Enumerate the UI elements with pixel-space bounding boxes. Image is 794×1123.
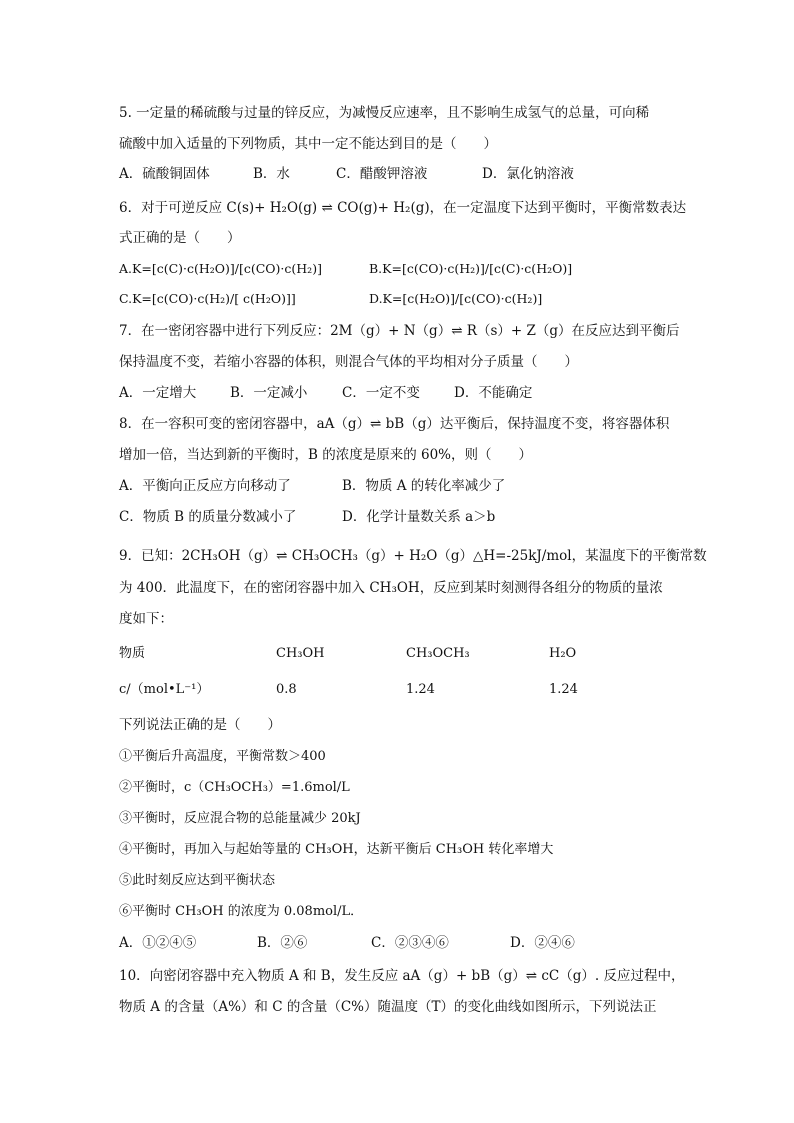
q7-option-d: D．不能确定	[454, 385, 533, 401]
q10-stem-line1: 10．向密闭容器中充入物质 A 和 B，发生反应 aA（g）+ bB（g）⇌ cC（g）. 反应过程中，	[119, 968, 685, 984]
q6-stem-line2: 式正确的是（ ）	[119, 230, 241, 246]
q9-stem-line2: 为 400．此温度下，在的密闭容器中加入 CH₃OH，反应到某时刻测得各组分的物质的量浓	[119, 580, 663, 596]
q9-statement: ①平衡后升高温度，平衡常数＞400	[119, 749, 326, 764]
q9-statement: ⑥平衡时 CH₃OH 的浓度为 0.08mol/L．	[119, 904, 364, 919]
q8-stem-line1: 8．在一容积可变的密闭容器中，aA（g）⇌ bB（g）达平衡后，保持温度不变，将容器体积	[119, 416, 670, 432]
q9-stem-line3: 度如下：	[119, 611, 173, 627]
table-cell: 0.8	[276, 682, 297, 697]
q6-stem-line1: 6．对于可逆反应 C(s)+ H₂O(g) ⇌ CO(g)+ H₂(g)，在一定温度下达到平衡时，平衡常数表达	[119, 200, 687, 216]
q9-statement: ②平衡时，c（CH₃OCH₃）=1.6mol/L	[119, 780, 350, 795]
table-header-cell: CH₃OH	[276, 646, 325, 661]
q9-option-a: A．①②④⑤	[119, 935, 197, 951]
q9-option-b: B．②⑥	[257, 935, 308, 951]
q5-stem-line2: 硫酸中加入适量的下列物质，其中一定不能达到目的是（ ）	[119, 136, 497, 152]
q5-stem-line1: 5. 一定量的稀硫酸与过量的锌反应，为减慢反应速率，且不影响生成氢气的总量，可向稀	[119, 105, 650, 121]
q7-option-c: C．一定不变	[342, 385, 420, 401]
q8-option-c: C．物质 B 的质量分数减小了	[119, 509, 297, 525]
q7-stem-line1: 7．在一密闭容器中进行下列反应：2M（g）+ N（g）⇌ R（s）+ Z（g）在反应达到平衡后	[119, 323, 680, 339]
q7-option-a: A．一定增大	[119, 385, 197, 401]
q9-option-c: C．②③④⑥	[371, 935, 449, 951]
table-cell: c/（mol•L⁻¹）	[119, 682, 210, 697]
q7-stem-line2: 保持温度不变，若缩小容器的体积，则混合气体的平均相对分子质量（ ）	[119, 354, 578, 370]
table-cell: 1.24	[549, 682, 578, 697]
table-header-cell: 物质	[119, 646, 146, 661]
q6-option-c: C.K=[c(CO)·c(H₂)/[ c(H₂O)]]	[119, 291, 296, 306]
table-header-cell: H₂O	[549, 646, 577, 661]
q9-prompt: 下列说法正确的是（ ）	[119, 717, 281, 733]
q9-option-d: D．②④⑥	[510, 935, 575, 951]
q5-option-c: C．醋酸钾溶液	[336, 166, 428, 182]
q9-statement: ③平衡时，反应混合物的总能量减少 20kJ	[119, 811, 361, 826]
q6-option-a: A.K=[c(C)·c(H₂O)]/[c(CO)·c(H₂)]	[119, 261, 322, 276]
q7-option-b: B．一定减小	[230, 385, 308, 401]
q6-option-b: B.K=[c(CO)·c(H₂)]/[c(C)·c(H₂O)]	[369, 261, 573, 276]
q5-option-d: D．氯化钠溶液	[482, 166, 574, 182]
q5-option-b: B．水	[253, 166, 290, 182]
q8-stem-line2: 增加一倍，当达到新的平衡时，B 的浓度是原来的 60%，则（ ）	[119, 447, 533, 463]
q6-option-d: D.K=[c(H₂O)]/[c(CO)·c(H₂)]	[369, 291, 543, 306]
q5-option-a: A．硫酸铜固体	[119, 166, 210, 182]
q9-statement: ⑤此时刻反应达到平衡状态	[119, 873, 276, 888]
table-cell: 1.24	[406, 682, 435, 697]
q8-option-a: A．平衡向正反应方向移动了	[119, 478, 291, 494]
q8-option-d: D．化学计量数关系 a＞b	[342, 509, 496, 525]
q9-statement: ④平衡时，再加入与起始等量的 CH₃OH，达新平衡后 CH₃OH 转化率增大	[119, 842, 554, 857]
table-header-cell: CH₃OCH₃	[406, 646, 470, 661]
q10-stem-line2: 物质 A 的含量（A%）和 C 的含量（C%）随温度（T）的变化曲线如图所示，下列说法正	[119, 999, 657, 1015]
q8-option-b: B．物质 A 的转化率减少了	[342, 478, 506, 494]
q9-stem-line1: 9．已知：2CH₃OH（g）⇌ CH₃OCH₃（g）+ H₂O（g）△H=-25kJ/mol，某温度下的平衡常数	[119, 548, 707, 564]
